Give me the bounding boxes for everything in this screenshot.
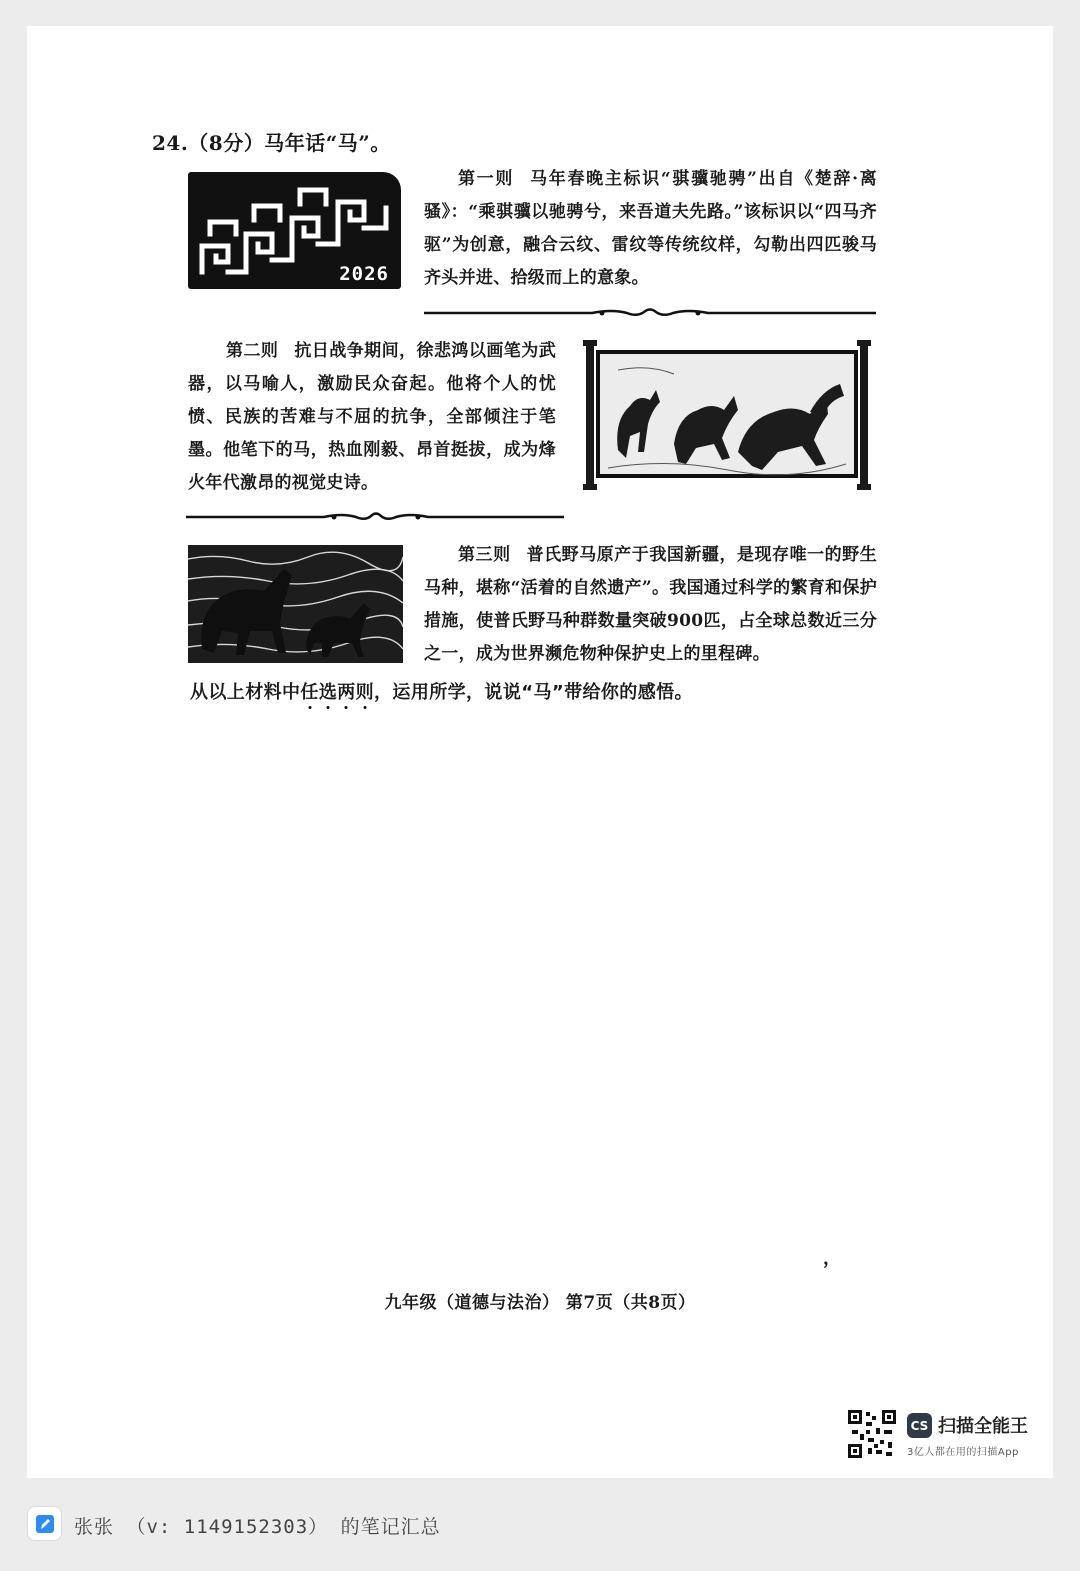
- material-2-lead: 第二则: [226, 341, 279, 361]
- camscanner-logo-icon: CS: [907, 1413, 932, 1438]
- question-title: 24.（8分）马年话“马”。: [152, 131, 391, 155]
- question-prompt: [190, 680, 693, 706]
- spring-gala-logo-image: [188, 172, 401, 289]
- exam-page: [27, 26, 1053, 1478]
- note-app-icon[interactable]: [28, 1507, 61, 1540]
- prompt-emphasis-char: 则: [355, 682, 375, 703]
- qr-code-icon: [848, 1410, 896, 1458]
- prompt-emphasis-char: 两: [337, 682, 356, 703]
- galloping-horses-scroll-painting: [578, 340, 876, 490]
- material-1-text: 马年春晚主标识“骐骥驰骋”出自《楚辞·离骚》：“乘骐骥以驰骋兮，来吾道夫先路。”该标识以“四马齐驱”为创意，融合云纹、雷纹等传统纹样，勾勒出四匹骏马齐头并进、拾级而上的意象。: [424, 169, 877, 288]
- prompt-emphasis-char: 选: [318, 682, 338, 703]
- material-2-paragraph: [188, 335, 556, 500]
- wild-horses-icon: [188, 545, 403, 663]
- answer-mark: ，: [823, 1248, 841, 1269]
- material-3-text: 普氏野马原产于我国新疆，是现存唯一的野生马种，堪称“活着的自然遗产”。我国通过科学的繁育和保护措施，使普氏野马种群数量突破900匹，占全球总数近三分之一，成为世界濒危物种保护史上的里程碑。: [424, 545, 878, 664]
- pencil-note-icon: [34, 1513, 56, 1535]
- scanner-tagline: 3亿人都在用的扫描App: [907, 1447, 1019, 1458]
- material-3-lead: 第三则: [458, 545, 511, 565]
- material-1-lead: 第一则: [458, 169, 515, 189]
- prompt-after: ，运用所学，说说“马”带给你的感悟。: [374, 682, 693, 703]
- page-footer: 九年级（道德与法治） 第7页（共8页）: [384, 1293, 696, 1313]
- scanner-app-name: 扫描全能王: [938, 1416, 1028, 1437]
- ornamental-divider-2: [184, 510, 566, 524]
- prompt-before: 从以上材料中: [190, 682, 301, 703]
- material-1-paragraph: [424, 163, 877, 295]
- ornamental-divider-1: [422, 306, 878, 320]
- note-collection-label: 张张 （v: 1149152303） 的笔记汇总: [74, 1516, 441, 1538]
- prompt-emphasis-char: 任: [300, 682, 319, 703]
- przewalski-horses-image: [188, 545, 403, 663]
- logo-year-label: 2026: [339, 263, 389, 285]
- material-3-paragraph: [424, 539, 877, 671]
- material-2-text: 抗日战争期间，徐悲鸿以画笔为武器，以马喻人，激励民众奋起。他将个人的忧愤、民族的苦难与不屈的抗争，全部倾注于笔墨。他笔下的马，热血刚毅、昂首挺拔，成为烽火年代激昂的视觉史诗。: [188, 341, 556, 493]
